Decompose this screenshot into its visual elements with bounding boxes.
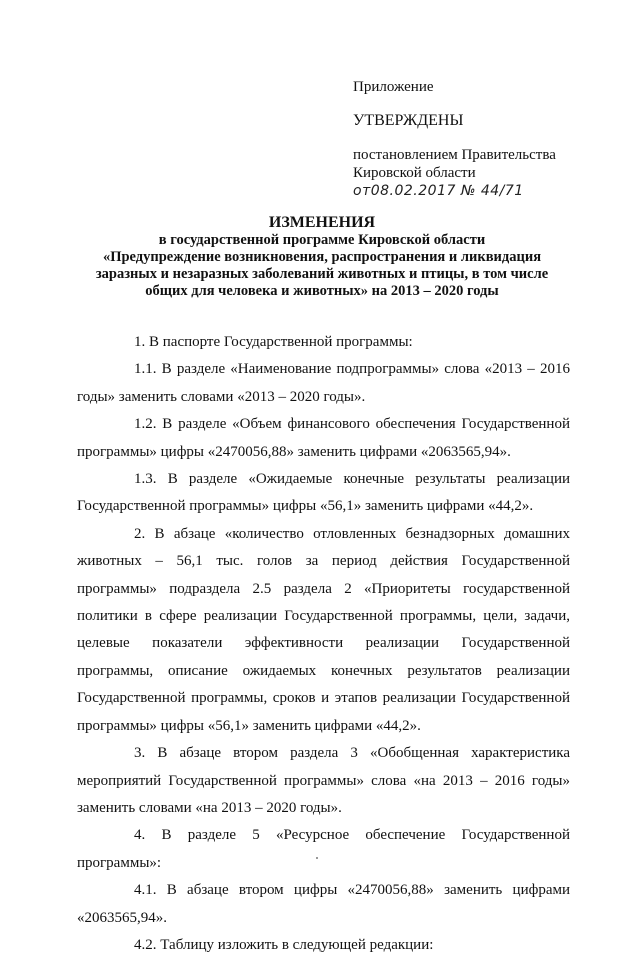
- approval-line-1: постановлением Правительства: [353, 147, 556, 163]
- paragraph-1-3: 1.3. В разделе «Ожидаемые конечные результаты реализации Государственной программы» цифры «56,1» заменить цифрами «44,2».: [77, 471, 570, 515]
- scan-speck: [316, 857, 318, 859]
- title-heading: ИЗМЕНЕНИЯ: [268, 214, 376, 231]
- document-body: [77, 329, 570, 959]
- title-line-1: в государственной программе Кировской области: [158, 232, 486, 248]
- approval-date-number: от08.02.2017 № 44/71: [353, 183, 524, 199]
- paragraph-4-1: 4.1. В абзаце втором цифры «2470056,88» заменить цифрами «2063565,94».: [77, 882, 570, 926]
- paragraph-2: 2. В абзаце «количество отловленных безнадзорных домашних животных – 56,1 тыс. голов за период действия Государственной программы» подраздела 2.5 раздела 2 «Приоритеты государственной политики в сфере реализации Государственной программы, цели, задачи, целевые показатели эффективности реализации Государственной программы, описание ожидаемых конечных результатов реализации Государственной программы, сроков и этапов реализации Государственной программы» цифры «56,1» заменить цифрами «44,2».: [77, 525, 570, 734]
- paragraph-1-2: 1.2. В разделе «Объем финансового обеспечения Государственной программы» цифры «2470056,88» заменить цифрами «2063565,94».: [77, 416, 570, 460]
- document-title: [82, 214, 562, 300]
- approved-label: УТВЕРЖДЕНЫ: [353, 112, 464, 129]
- title-line-3: заразных и незаразных заболеваний животных и птицы, в том числе: [95, 266, 549, 282]
- paragraph-3: 3. В абзаце втором раздела 3 «Обобщенная характеристика мероприятий Государственной программы» слова «на 2013 – 2016 годы» заменить словами «на 2013 – 2020 годы».: [77, 745, 570, 816]
- approval-block: [353, 78, 623, 200]
- paragraph-1: 1. В паспорте Государственной программы:: [134, 334, 413, 350]
- title-line-2: «Предупреждение возникновения, распространения и ликвидация: [102, 249, 542, 265]
- paragraph-4-2: 4.2. Таблицу изложить в следующей редакции:: [134, 936, 434, 953]
- paragraph-4: 4. В разделе 5 «Ресурсное обеспечение Государственной программы»:: [77, 827, 570, 871]
- paragraph-1-1: 1.1. В разделе «Наименование подпрограммы» слова «2013 – 2016 годы» заменить словами «2013 – 2020 годы».: [77, 361, 570, 405]
- approval-line-2: Кировской области: [353, 165, 476, 181]
- appendix-label: Приложение: [353, 79, 434, 95]
- title-line-4: общих для человека и животных» на 2013 – 2020 годы: [145, 283, 499, 299]
